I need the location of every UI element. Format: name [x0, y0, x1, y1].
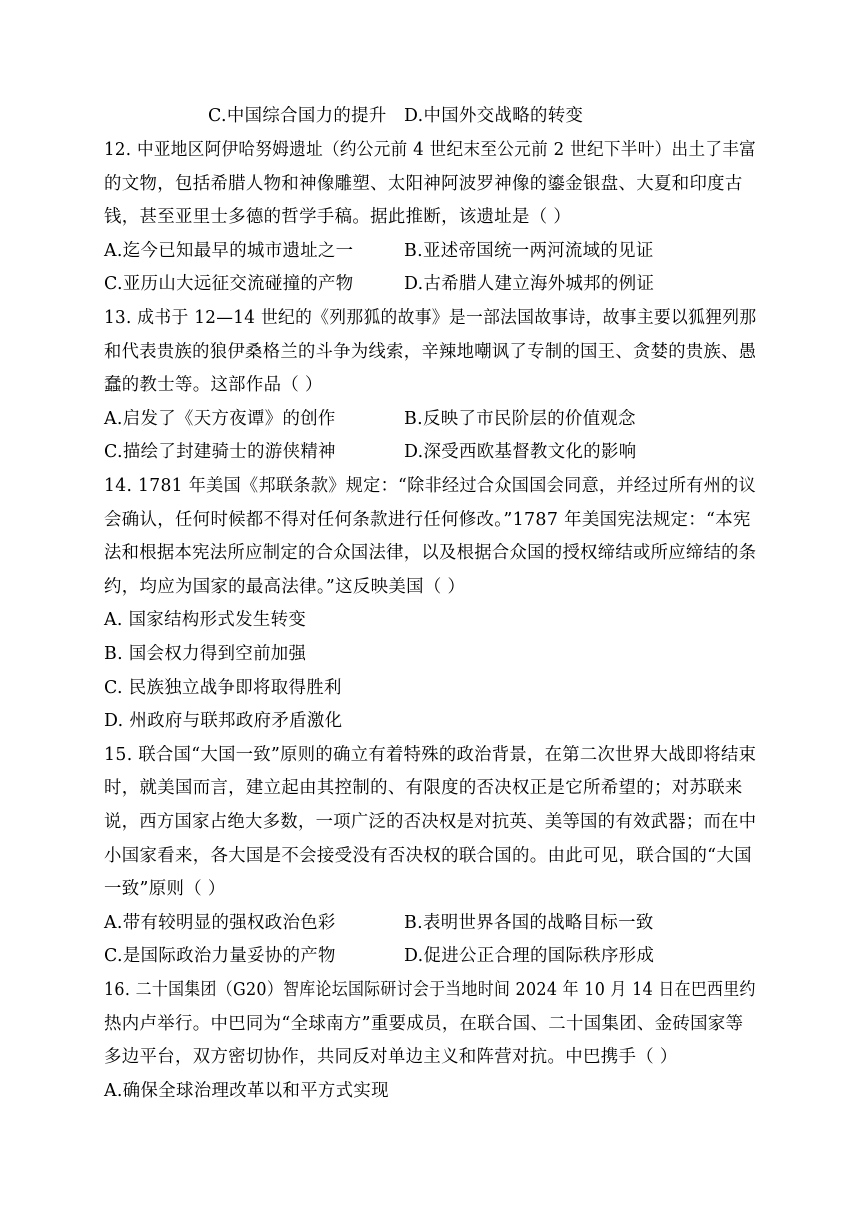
q12-stem-line: 的文物，包括希腊人物和神像雕塑、太阳神阿波罗神像的鎏金银盘、大夏和印度古 [104, 174, 743, 194]
q16-option-a: A.确保全球治理改革以和平方式实现 [104, 1081, 389, 1101]
q11-option-c: C.中国综合国力的提升 [208, 106, 387, 126]
q15-stem-line: 小国家看来，各大国是不会接受没有否决权的联合国的。由此可见，联合国的“大国 [104, 846, 752, 866]
q13-stem-line: 13. 成书于 12—14 世纪的《列那狐的故事》是一部法国故事诗，故事主要以狐狸列那 [104, 308, 757, 328]
q11-option-d: D.中国外交战略的转变 [404, 106, 584, 126]
q14-stem-line: 约，均应为国家的最高法律。”这反映美国（ ） [104, 577, 466, 597]
q16-stem-line: 热内卢举行。中巴同为“全球南方”重要成员，在联合国、二十国集团、金砖国家等 [104, 1014, 744, 1034]
q13-stem-line: 和代表贵族的狼伊桑格兰的斗争为线索，辛辣地嘲讽了专制的国王、贪婪的贵族、愚 [104, 342, 757, 362]
q14-option-a: A. 国家结构形式发生转变 [104, 610, 307, 630]
q12-option-a: A.迄今已知最早的城市遗址之一 [104, 241, 354, 261]
q16-stem-line: 16. 二十国集团（G20）智库论坛国际研讨会于当地时间 2024 年 10 月 14 日在巴西里约 [104, 980, 756, 1000]
q13-option-c: C.描绘了封建骑士的游侠精神 [104, 442, 336, 462]
q15-stem-line: 说，西方国家占绝大多数，一项广泛的否决权是对抗英、美等国的有效武器；而在中 [104, 812, 757, 832]
q13-option-b: B.反映了市民阶层的价值观念 [404, 409, 636, 429]
q16-stem-line: 多边平台，双方密切协作，共同反对单边主义和阵营对抗。中巴携手（ ） [104, 1047, 678, 1067]
q12-stem-line: 钱，甚至亚里士多德的哲学手稿。据此推断，该遗址是（ ） [104, 207, 572, 227]
q15-stem-line: 一致”原则（ ） [104, 879, 226, 899]
q12-option-b: B.亚述帝国统一两河流域的见证 [404, 241, 654, 261]
q14-option-d: D. 州政府与联邦政府矛盾激化 [104, 711, 343, 731]
q15-stem-line: 时，就美国而言，建立起由其控制的、有限度的否决权正是它所希望的；对苏联来 [104, 778, 743, 798]
q14-option-b: B. 国会权力得到空前加强 [104, 644, 307, 664]
q14-option-c: C. 民族独立战争即将取得胜利 [104, 678, 342, 698]
q15-option-c: C.是国际政治力量妥协的产物 [104, 946, 336, 966]
q12-option-d: D.古希腊人建立海外城邦的例证 [404, 274, 655, 294]
q13-option-a: A.启发了《天方夜谭》的创作 [104, 409, 336, 429]
q14-stem-line: 法和根据本宪法所应制定的合众国法律，以及根据合众国的授权缔结或所应缔结的条 [104, 543, 757, 563]
q15-option-d: D.促进公正合理的国际秩序形成 [404, 946, 655, 966]
q13-stem-line: 蠢的教士等。这部作品（ ） [104, 375, 323, 395]
q13-option-d: D.深受西欧基督教文化的影响 [404, 442, 637, 462]
q12-option-c: C.亚历山大远征交流碰撞的产物 [104, 274, 354, 294]
q14-stem-line: 会确认，任何时候都不得对任何条款进行任何修改。”1787 年美国宪法规定：“本宪 [104, 510, 751, 530]
q14-stem-line: 14. 1781 年美国《邦联条款》规定：“除非经过合众国国会同意，并经过所有州的议 [104, 476, 757, 496]
q15-option-b: B.表明世界各国的战略目标一致 [404, 913, 654, 933]
q15-option-a: A.带有较明显的强权政治色彩 [104, 913, 336, 933]
q15-stem-line: 15. 联合国“大国一致”原则的确立有着特殊的政治背景，在第二次世界大战即将结束 [104, 745, 757, 765]
q12-stem-line: 12. 中亚地区阿伊哈努姆遗址（约公元前 4 世纪末至公元前 2 世纪下半叶）出土了丰富 [104, 140, 757, 160]
